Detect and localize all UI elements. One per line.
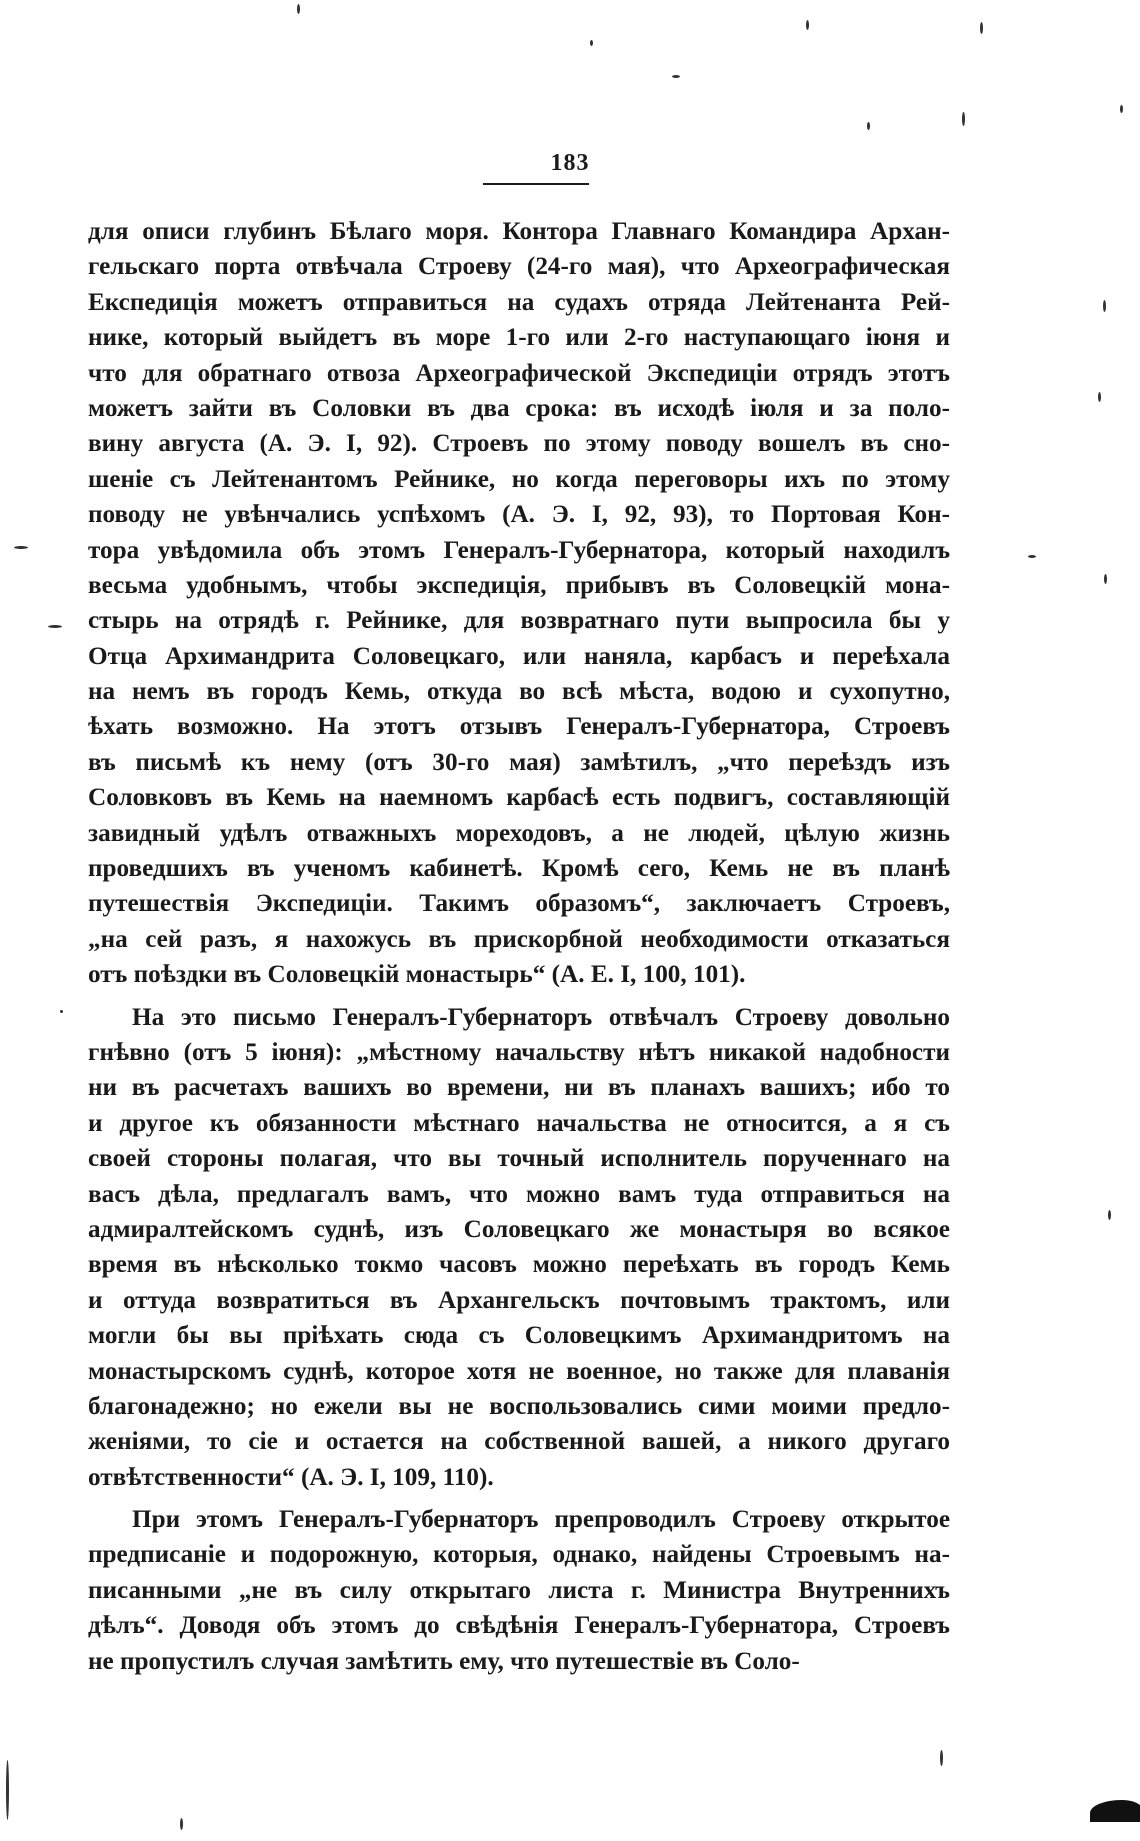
text-line: вину августа (А. Э. I, 92). Строевъ по этому поводу вошелъ въ сно- [88, 430, 950, 458]
scan-speck [6, 1760, 9, 1820]
scan-blot [1090, 1800, 1140, 1822]
text-line: писанными „не въ силу открытаго листа г. Министра Внутреннихъ [88, 1576, 950, 1604]
text-line: гнѣвно (отъ 5 іюня): „мѣстному начальству нѣтъ никакой надобности [88, 1038, 950, 1066]
text-line: могли бы вы пріѣхать сюда съ Соловецкимъ Архимандритомъ на [88, 1322, 950, 1350]
paragraph [88, 214, 950, 993]
text-line: На это письмо Генералъ-Губернаторъ отвѣчалъ Строеву довольно [132, 1003, 950, 1031]
text-line: васъ дѣла, предлагалъ вамъ, что можно вамъ туда отправиться на [88, 1180, 950, 1208]
text-line: поводу не увѣнчались успѣхомъ (А. Э. I, 92, 93), то Портовая Кон- [88, 501, 950, 529]
text-line: и оттуда возвратиться въ Архангельскъ почтовымъ трактомъ, или [88, 1286, 950, 1314]
scan-speck [672, 75, 680, 78]
text-line: можетъ зайти въ Соловки въ два срока: въ исходѣ іюля и за поло- [88, 394, 950, 422]
text-line: тора увѣдомила объ этомъ Генералъ-Губернатора, который находилъ [88, 536, 950, 564]
scan-speck [1108, 1210, 1111, 1220]
text-line: шеніе съ Лейтенантомъ Рейнике, но когда переговоры ихъ по этому [88, 465, 950, 493]
paragraph-gap [88, 1495, 950, 1502]
scan-speck [980, 22, 983, 34]
text-line: „на сей разъ, я нахожусь въ прискорбной необходимости отказаться [88, 925, 950, 953]
scan-speck [297, 4, 300, 14]
text-line: монастырскомъ суднѣ, которое хотя не военное, но также для плаванія [88, 1357, 950, 1385]
text-line: на немъ въ городъ Кемь, откуда во всѣ мѣста, водою и сухопутно, [88, 678, 950, 706]
scan-speck [806, 20, 809, 30]
page-number-rule [483, 183, 589, 185]
paragraph-gap [88, 993, 950, 1000]
text-line: своей стороны полагая, что вы точный исполнитель порученнаго на [88, 1145, 950, 1173]
body-text [88, 214, 950, 1679]
scan-speck [962, 112, 965, 126]
scan-speck [1103, 300, 1106, 312]
text-line: Соловковъ въ Кемь на наемномъ карбасѣ есть подвигъ, составляющій [88, 784, 950, 812]
text-line: не пропустилъ случая замѣтить ему, что путешествіе въ Соло- [88, 1647, 800, 1675]
scan-speck [48, 625, 62, 628]
text-line: въ письмѣ къ нему (отъ 30-го мая) замѣтилъ, „что переѣздъ изъ [88, 748, 950, 776]
text-line: благонадежно; но ежели вы не воспользовались сими моими предло- [88, 1392, 950, 1420]
text-line: гельскаго порта отвѣчала Строеву (24-го мая), что Археографическая [88, 253, 950, 281]
text-line: Отца Архимандрита Соловецкаго, или наняла, карбасъ и переѣхала [88, 642, 950, 670]
text-line: путешествія Экспедиціи. Такимъ образомъ“, заключаетъ Строевъ, [88, 890, 950, 918]
text-line: для описи глубинъ Бѣлаго моря. Контора Главнаго Командира Архан- [88, 218, 950, 245]
text-line: дѣлъ“. Доводя объ этомъ до свѣдѣнія Генералъ-Губернатора, Строевъ [88, 1612, 950, 1640]
scan-speck [867, 122, 870, 130]
paragraph [88, 1502, 950, 1679]
text-line: адмиралтейскомъ суднѣ, изъ Соловецкаго же монастыря во всякое [88, 1215, 950, 1243]
text-line: проведшихъ въ ученомъ кабинетѣ. Кромѣ сего, Кемь не въ планѣ [88, 855, 950, 883]
text-line: отъ поѣздки въ Соловецкій монастырь“ (А. Е. I, 100, 101). [88, 961, 746, 989]
text-line: отвѣтственности“ (А. Э. I, 109, 110). [88, 1463, 494, 1491]
scan-speck [1098, 392, 1101, 402]
text-line: и другое къ обязанности мѣстнаго начальства не относится, а я съ [88, 1109, 950, 1137]
text-line: нике, который выйдетъ въ море 1-го или 2-го наступающаго іюня и [88, 324, 950, 352]
text-line: При этомъ Генералъ-Губернаторъ препроводилъ Строеву открытое [132, 1506, 950, 1534]
text-line: время въ нѣсколько токмо часовъ можно переѣхать въ городъ Кемь [88, 1251, 950, 1279]
text-line: ѣхать возможно. На этотъ отзывъ Генералъ-Губернатора, Строевъ [88, 713, 950, 741]
scan-speck [1104, 574, 1107, 584]
text-line: женіями, то сіе и остается на собственной вашей, а никого другаго [88, 1428, 950, 1456]
text-line: завидный удѣлъ отважныхъ мореходовъ, а не людей, цѣлую жизнь [88, 819, 950, 847]
scan-speck [14, 546, 28, 549]
scan-speck [180, 1818, 183, 1830]
scan-speck [60, 1010, 63, 1013]
text-line: ни въ расчетахъ вашихъ во времени, ни въ планахъ вашихъ; ибо то [88, 1074, 950, 1102]
text-line: весьма удобнымъ, чтобы экспедиція, прибывъ въ Соловецкій мона- [88, 571, 950, 599]
scan-speck [940, 1750, 943, 1766]
paragraph [88, 1000, 950, 1495]
text-line: стырь на отрядѣ г. Рейнике, для возвратнаго пути выпросила бы у [88, 607, 950, 635]
scan-speck [590, 40, 593, 46]
scan-speck [1028, 555, 1036, 558]
text-line: Експедиція можетъ отправиться на судахъ отряда Лейтенанта Рей- [88, 288, 950, 316]
scan-speck [1120, 105, 1123, 113]
page-number: 183 [550, 150, 590, 176]
text-line: предписаніе и подорожную, которыя, однако, найдены Строевымъ на- [88, 1541, 950, 1569]
text-line: что для обратнаго отвоза Археографической Экспедиціи отрядъ этотъ [88, 359, 950, 387]
